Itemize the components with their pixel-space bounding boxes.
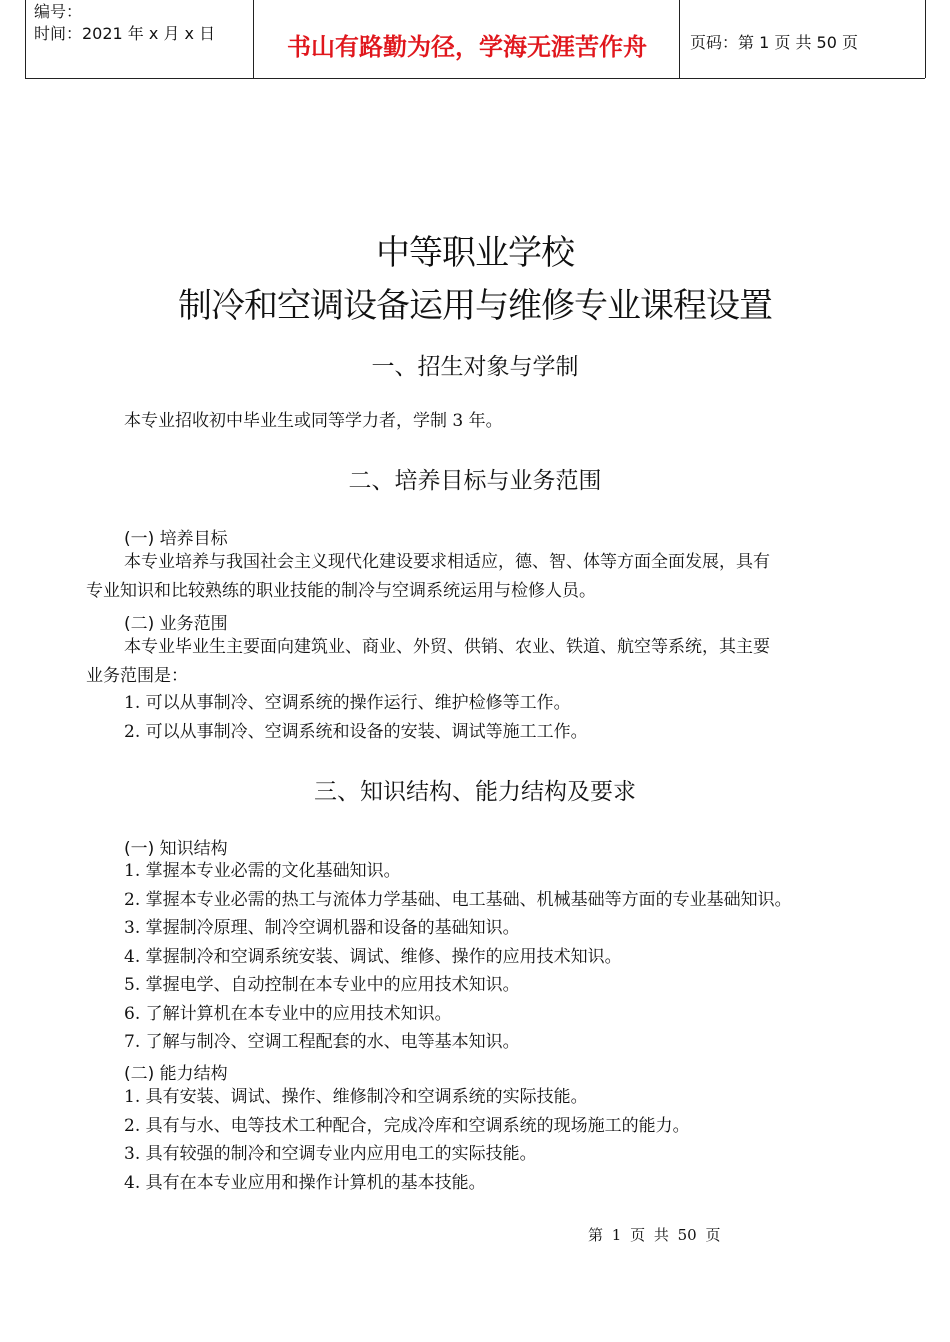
subheading-business-scope: (二) 业务范围	[124, 614, 228, 634]
header-motto-cell	[253, 0, 680, 78]
list-item: 1. 具有安装、调试、操作、维修制冷和空调系统的实际技能。	[124, 1087, 588, 1107]
section-heading-goals: 二、培养目标与业务范围	[348, 468, 602, 494]
list-item: 2. 可以从事制冷、空调系统和设备的安装、调试等施工工作。	[124, 721, 588, 742]
list-item: 1. 可以从事制冷、空调系统的操作运行、维护检修等工作。	[124, 693, 571, 713]
section-heading-structure: 三、知识结构、能力结构及要求	[314, 779, 636, 805]
ability-list	[124, 1083, 690, 1197]
header-meta-cell	[25, 0, 254, 78]
document-title-line-1: 中等职业学校	[376, 233, 574, 273]
subheading-knowledge-structure: (一) 知识结构	[124, 839, 228, 859]
list-item: 7. 了解与制冷、空调工程配套的水、电等基本知识。	[124, 1032, 520, 1052]
subheading-training-goal: (一) 培养目标	[124, 529, 228, 549]
knowledge-list	[124, 857, 792, 1057]
section-heading-enrollment: 一、招生对象与学制	[371, 354, 579, 380]
motto-text: 书山有路勤为径，学海无涯苦作舟	[287, 33, 647, 61]
list-item: 6. 了解计算机在本专业中的应用技术知识。	[124, 1003, 452, 1024]
list-item: 3. 掌握制冷原理、制冷空调机器和设备的基础知识。	[124, 918, 520, 938]
header-page-cell	[679, 0, 926, 78]
scope-paragraph-line-1: 本专业毕业生主要面向建筑业、商业、外贸、供销、农业、铁道、航空等系统，其主要	[124, 637, 770, 657]
list-item: 5. 掌握电学、自动控制在本专业中的应用技术知识。	[124, 975, 520, 995]
scope-list	[124, 689, 588, 746]
list-item: 3. 具有较强的制冷和空调专业内应用电工的实际技能。	[124, 1144, 537, 1164]
goal-paragraph-line-1: 本专业培养与我国社会主义现代化建设要求相适应，德、智、体等方面全面发展，具有	[124, 552, 770, 572]
document-number-label: 编号：	[34, 2, 83, 21]
document-date-label: 时间：2021 年 x 月 x 日	[34, 24, 216, 43]
list-item: 4. 掌握制冷和空调系统安装、调试、维修、操作的应用技术知识。	[124, 946, 622, 967]
page-header	[25, 0, 925, 79]
page-number-label: 页码：第 1 页 共 50 页	[690, 33, 858, 52]
list-item: 1. 掌握本专业必需的文化基础知识。	[124, 861, 401, 881]
list-item: 4. 具有在本专业应用和操作计算机的基本技能。	[124, 1172, 486, 1193]
list-item: 2. 具有与水、电等技术工种配合，完成冷库和空调系统的现场施工的能力。	[124, 1115, 690, 1136]
goal-paragraph-line-2: 专业知识和比较熟练的职业技能的制冷与空调系统运用与检修人员。	[86, 581, 596, 601]
scope-paragraph-line-2: 业务范围是：	[86, 666, 188, 686]
list-item: 2. 掌握本专业必需的热工与流体力学基础、电工基础、机械基础等方面的专业基础知识。	[124, 889, 792, 910]
enrollment-text: 本专业招收初中毕业生或同等学力者，学制 3 年。	[124, 411, 503, 431]
document-title-line-2: 制冷和空调设备运用与维修专业课程设置	[178, 286, 772, 326]
subheading-ability-structure: (二) 能力结构	[124, 1064, 228, 1084]
page-footer-number: 第 1 页 共 50 页	[588, 1226, 721, 1244]
